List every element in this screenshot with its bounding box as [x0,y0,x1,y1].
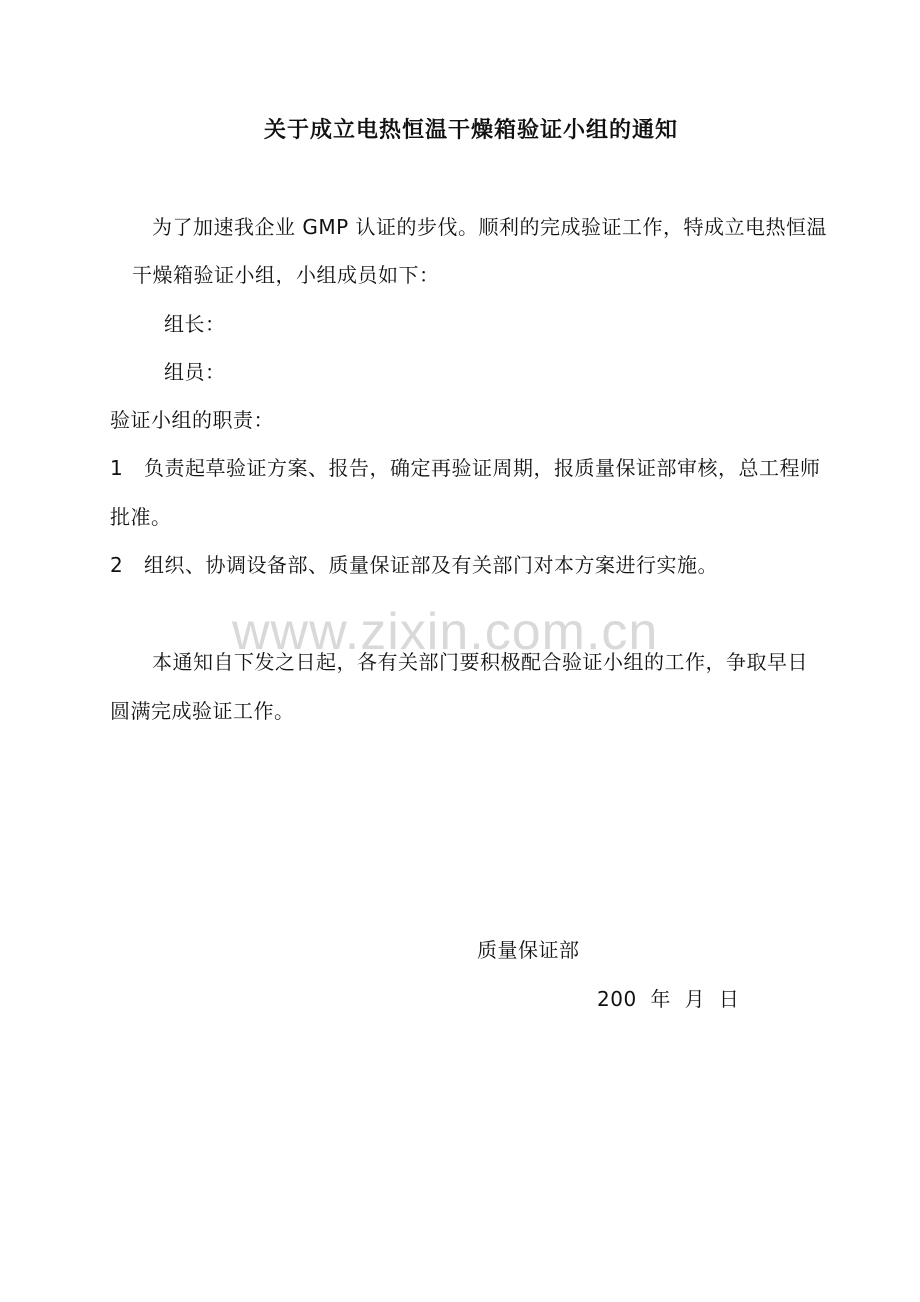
signature-date: 200 年 月 日 [597,987,740,1011]
duty-item-1-continuation: 批准。 [110,505,172,529]
closing-paragraph-line-1: 本通知自下发之日起，各有关部门要积极配合验证小组的工作，争取早日 [152,650,808,674]
closing-paragraph-line-2: 圆满完成验证工作。 [110,699,295,723]
duty-item-text: 组织、协调设备部、质量保证部及有关部门对本方案进行实施。 [144,553,718,577]
watermark: www.zixin.com.cn [232,603,659,661]
member-label: 组员： [164,360,226,384]
intro-paragraph-line-1: 为了加速我企业 GMP 认证的步伐。顺利的完成验证工作，特成立电热恒温 [152,215,828,239]
duty-item-number: 2 [110,553,124,577]
signature-department: 质量保证部 [477,938,580,962]
intro-paragraph-line-2: 干燥箱验证小组，小组成员如下： [132,263,440,287]
duties-heading: 验证小组的职责： [110,408,274,432]
leader-label: 组长： [164,312,226,336]
document-title: 关于成立电热恒温干燥箱验证小组的通知 [263,118,678,143]
duty-item-text: 负责起草验证方案、报告，确定再验证周期，报质量保证部审核，总工程师 [144,456,821,480]
duty-item-2 [110,551,718,579]
duty-item-number: 1 [110,456,124,480]
duty-item-1 [110,454,821,482]
